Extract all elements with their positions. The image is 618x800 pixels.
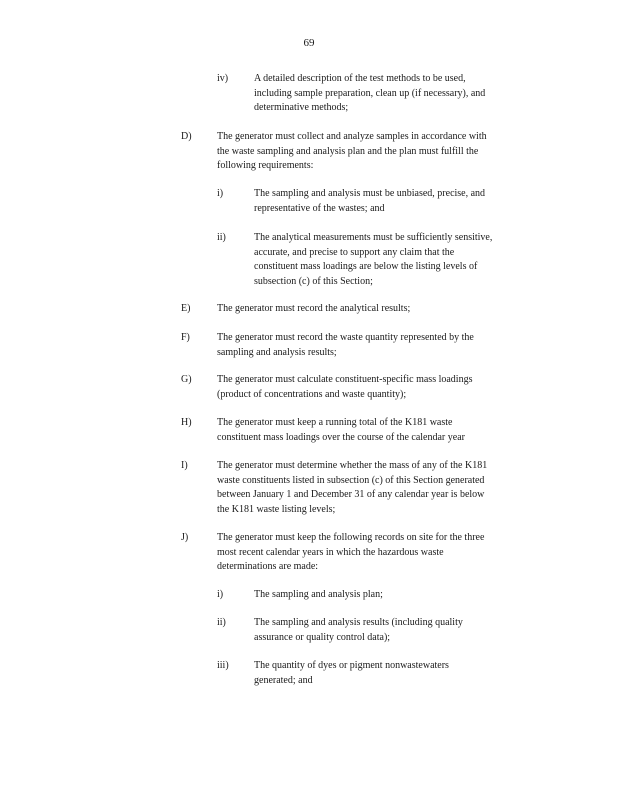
item-text xyxy=(217,531,484,575)
item-marker: H) xyxy=(181,417,192,428)
text-line: including sample preparation, clean up (if necessary), and xyxy=(254,87,486,99)
item-text xyxy=(217,302,410,317)
text-line: constituent mass loadings are below the listing levels of xyxy=(254,261,478,272)
text-line: subsection (c) of this Section; xyxy=(254,275,373,287)
item-marker: J) xyxy=(181,532,189,543)
item-text xyxy=(254,72,485,116)
item-text xyxy=(217,459,487,517)
item-marker: ii) xyxy=(217,617,226,628)
text-line: The generator must collect and analyze samples in accordance with xyxy=(217,131,487,142)
text-line: The sampling and analysis plan; xyxy=(254,589,383,600)
text-line: The sampling and analysis must be unbiased, precise, and xyxy=(254,188,486,199)
item-text xyxy=(217,130,487,174)
item-marker: G) xyxy=(181,374,192,385)
text-line: determinations are made: xyxy=(217,561,319,572)
item-marker: F) xyxy=(181,332,190,343)
item-text xyxy=(254,187,485,216)
item-text xyxy=(217,373,472,402)
item-marker: ii) xyxy=(217,232,226,243)
text-line: the waste sampling and analysis plan and the plan must fulfill the xyxy=(217,145,479,157)
text-line: generated; and xyxy=(254,674,313,686)
text-line: most recent calendar years in which the hazardous waste xyxy=(217,546,444,558)
text-line: accurate, and precise to support any claim that the xyxy=(254,246,455,258)
text-line: assurance or quality control data); xyxy=(254,631,391,643)
item-marker: iii) xyxy=(217,660,229,671)
item-text xyxy=(254,231,492,289)
text-line: The analytical measurements must be sufficiently sensitive, xyxy=(254,232,493,243)
text-line: The generator must determine whether the mass of any of the K181 xyxy=(217,460,488,471)
page-number: 69 xyxy=(303,37,315,49)
text-line: The generator must keep a running total of the K181 waste xyxy=(217,417,453,428)
item-text xyxy=(254,588,383,603)
text-line: The generator must record the waste quantity represented by the xyxy=(217,332,474,343)
item-marker: I) xyxy=(181,460,188,471)
text-line: between January 1 and December 31 of any calendar year is below xyxy=(217,489,485,500)
text-line: The generator must record the analytical results; xyxy=(217,303,411,314)
text-line: the K181 waste listing levels; xyxy=(217,503,336,515)
text-line: The sampling and analysis results (including quality xyxy=(254,617,463,628)
text-line: The quantity of dyes or pigment nonwastewaters xyxy=(254,660,449,671)
item-text xyxy=(217,331,474,360)
item-text xyxy=(254,659,449,688)
text-line: A detailed description of the test methods to be used, xyxy=(254,73,466,84)
item-marker: i) xyxy=(217,589,224,600)
item-marker: D) xyxy=(181,131,192,142)
item-text xyxy=(217,416,465,445)
text-line: following requirements: xyxy=(217,160,314,171)
text-line: determinative methods; xyxy=(254,102,349,113)
text-line: The generator must calculate constituent-specific mass loadings xyxy=(217,374,473,385)
item-marker: E) xyxy=(181,303,191,314)
text-line: sampling and analysis results; xyxy=(217,346,337,358)
text-line: (product of concentrations and waste quantity); xyxy=(217,388,407,400)
text-line: waste constituents listed in subsection (c) of this Section generated xyxy=(217,474,485,486)
item-marker: i) xyxy=(217,188,224,199)
text-line: constituent mass loadings over the course of the calendar year xyxy=(217,431,465,443)
text-line: representative of the wastes; and xyxy=(254,202,385,214)
text-line: The generator must keep the following records on site for the three xyxy=(217,532,485,543)
item-text xyxy=(254,616,463,645)
item-marker: iv) xyxy=(217,73,229,84)
